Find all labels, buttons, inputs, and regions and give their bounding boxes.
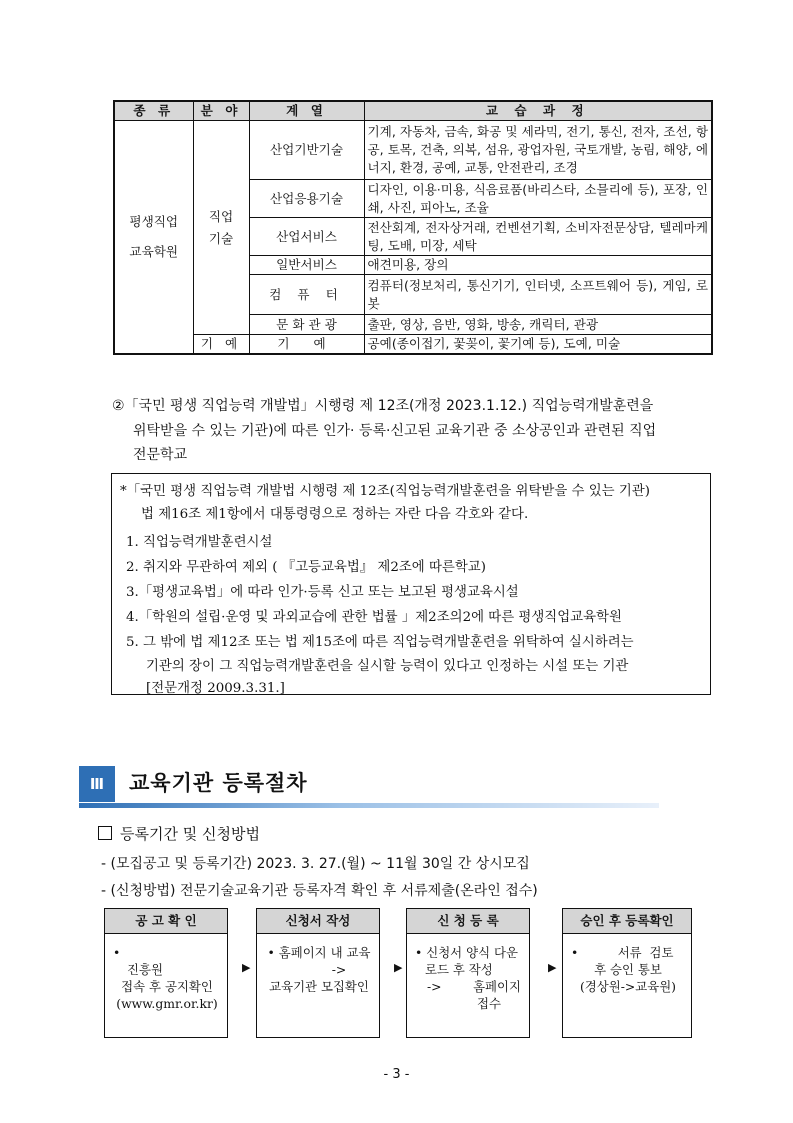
section-divider xyxy=(79,803,659,808)
period-line: - (모집공고 및 등록기간) 2023. 3. 27.(월) ~ 11월 30일 간 상시모집 xyxy=(101,856,530,872)
note-line: 법 제16조 제1항에서 대통령령으로 정하는 자란 다음 각호와 같다. xyxy=(141,507,529,522)
note-item: 2. 취지와 무관하여 제외 ( 『고등교육법』 제2조에 따른학교) xyxy=(126,560,486,575)
flow-line: 로드 후 작성 xyxy=(425,962,493,977)
section-title: 교육기관 등록절차 xyxy=(129,771,308,795)
flow-step-title: 승인 후 등록확인 xyxy=(563,909,691,934)
course-cell: 디자인, 이용·미용, 식음료품(바리스타, 소믈리에 등), 포장, 인쇄, 사진, 피아노, 조율 xyxy=(364,180,712,218)
table-header: 종 류 xyxy=(114,101,193,121)
flow-step-title: 공 고 확 인 xyxy=(105,909,227,934)
flow-line: • xyxy=(113,945,121,960)
kind-cell: 평생직업 교육학원 xyxy=(114,121,193,355)
note-item: 3.「평생교육법」에 따라 인가·등록 신고 또는 보고된 평생교육시설 xyxy=(126,585,519,600)
square-bullet-icon xyxy=(98,826,112,840)
field-cell: 기 예 xyxy=(193,335,249,355)
section-number: Ⅲ xyxy=(79,766,115,802)
table-header: 분 야 xyxy=(193,101,249,121)
note-item: 4.「학원의 설립·운영 및 과외교습에 관한 법률 」제2조의2에 따른 평생직업교육학원 xyxy=(126,610,622,625)
flow-line: (www.gmr.or.kr) xyxy=(116,996,218,1011)
paragraph-line: 위탁받을 수 있는 기관)에 따른 인가· 등록·신고된 교육기관 중 소상공인과 관련된 직업 xyxy=(133,423,657,439)
table-header: 계 열 xyxy=(249,101,364,121)
page-number: - 3 - xyxy=(383,1067,410,1082)
flow-step-title: 신 청 등 록 xyxy=(407,909,529,934)
flow-arrow-icon: ▶ xyxy=(548,961,557,974)
course-cell: 출판, 영상, 음반, 영화, 방송, 캐릭터, 관광 xyxy=(364,315,712,335)
note-item: [전문개정 2009.3.31.] xyxy=(146,681,285,696)
paragraph-line: 전문학교 xyxy=(133,447,188,463)
subtitle-text: 등록기간 및 신청방법 xyxy=(120,825,260,843)
course-cell: 컴퓨터(정보처리, 통신기기, 인터넷, 소프트웨어 등), 게임, 로봇 xyxy=(364,275,712,315)
flow-step-registration xyxy=(406,908,530,1038)
series-cell: 컴 퓨 터 xyxy=(249,275,364,315)
course-cell: 전산회계, 전자상거래, 컨벤션기획, 소비자전문상담, 텔레마케팅, 도배, 미장, 세탁 xyxy=(364,218,712,256)
series-cell: 산업응용기술 xyxy=(249,180,364,218)
flow-arrow-icon: ▶ xyxy=(394,961,403,974)
table-header-row xyxy=(114,101,712,121)
series-cell: 산업서비스 xyxy=(249,218,364,256)
series-cell: 기 예 xyxy=(249,335,364,355)
flow-line: 진흥원 xyxy=(127,962,163,977)
series-cell: 문 화 관 광 xyxy=(249,315,364,335)
note-item: 1. 직업능력개발훈련시설 xyxy=(126,535,273,550)
method-line: - (신청방법) 전문기술교육기관 등록자격 확인 후 서류제출(온라인 접수) xyxy=(101,883,538,899)
note-item: 기관의 장이 그 직업능력개발훈련을 실시할 능력이 있다고 인정하는 시설 또는 기관 xyxy=(146,659,629,674)
flow-line: 교육기관 모집확인 xyxy=(269,979,369,994)
course-table xyxy=(113,100,713,355)
course-cell: 기계, 자동차, 금속, 화공 및 세라믹, 전기, 통신, 전자, 조선, 항공, 토목, 건축, 의복, 섬유, 광업자원, 국토개발, 농림, 해양, 에너지, 환경, 공예, 교통, 안전관리, 조경 xyxy=(364,121,712,180)
flow-line: (경상원->교육원) xyxy=(579,979,677,994)
flow-step-title: 신청서 작성 xyxy=(257,909,379,934)
subtitle xyxy=(98,823,260,844)
note-line: *「국민 평생 직업능력 개발법 시행령 제 12조(직업능력개발훈련을 위탁받을 수 있는 기관) xyxy=(120,484,650,499)
flow-line: • 홈페이지 내 교육 xyxy=(267,945,371,960)
paragraph-line: ②「국민 평생 직업능력 개발법」시행령 제 12조(개정 2023.1.12.) 직업능력개발훈련을 xyxy=(112,398,654,414)
flow-line: 접속 후 공지확인 xyxy=(121,979,213,994)
course-cell: 애견미용, 장의 xyxy=(364,256,712,275)
flow-line: • 신청서 양식 다운 xyxy=(415,945,518,960)
course-cell: 공예(종이접기, 꽃꽂이, 꽃기예 등), 도예, 미술 xyxy=(364,335,712,355)
table-row xyxy=(114,335,712,355)
law-note-box xyxy=(111,473,711,695)
flow-step-notice xyxy=(104,908,228,1038)
flow-line: -> 홈페이지 xyxy=(427,979,521,994)
series-cell: 산업기반기술 xyxy=(249,121,364,180)
note-item: 5. 그 밖에 법 제12조 또는 법 제15조에 따른 직업능력개발훈련을 위탁하여 실시하려는 xyxy=(126,635,634,650)
table-header: 교 습 과 정 xyxy=(364,101,712,121)
flow-arrow-icon: ▶ xyxy=(242,961,251,974)
flow-step-approval xyxy=(562,908,692,1038)
flow-line: 후 승인 통보 xyxy=(594,962,662,977)
table-row xyxy=(114,121,712,180)
flow-step-application xyxy=(256,908,380,1038)
series-cell: 일반서비스 xyxy=(249,256,364,275)
flow-line: 접수 xyxy=(477,996,501,1011)
flow-line: • 서류 검토 xyxy=(571,945,674,960)
flow-line: -> xyxy=(331,962,347,977)
field-cell: 직업 기술 xyxy=(193,121,249,335)
